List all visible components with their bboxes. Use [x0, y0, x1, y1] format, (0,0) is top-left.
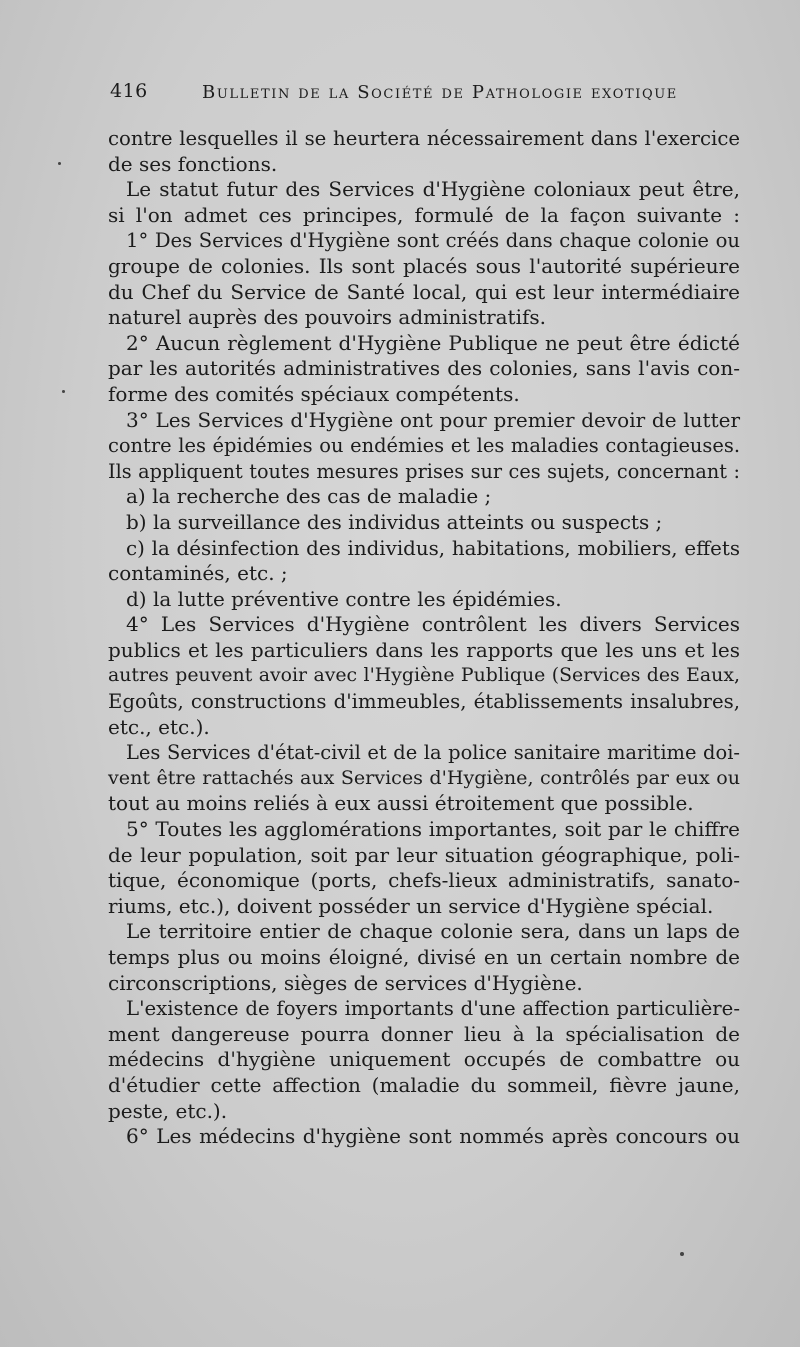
text-line: peste, etc.).: [108, 1098, 228, 1123]
text-line: tique, économique (ports, chefs-lieux administratifs, sanato-: [108, 868, 740, 893]
text-line: de leur population, soit par leur situation géographique, poli-: [108, 842, 740, 867]
text-line: naturel auprès des pouvoirs administratifs.: [108, 305, 547, 330]
text-line: Egoûts, constructions d'immeubles, établissements insalubres,: [108, 690, 740, 714]
list-item-5: 5° Toutes les agglomérations importantes, soit par le chiffre: [126, 817, 740, 842]
list-item-1: 1° Des Services d'Hygiène sont créés dans chaque colonie ou: [126, 229, 740, 253]
text-line: tout au moins reliés à eux aussi étroitement que possible.: [108, 791, 694, 816]
paragraph-start-line: Le territoire entier de chaque colonie sera, dans un laps de: [126, 919, 740, 944]
text-line: riums, etc.), doivent posséder un service d'Hygiène spécial.: [108, 893, 714, 918]
text-line: temps plus ou moins éloigné, divisé en un certain nombre de: [108, 945, 740, 969]
text-line: groupe de colonies. Ils sont placés sous l'autorité supérieure: [108, 253, 740, 278]
running-head: Bulletin de la Société de Pathologie exotique: [202, 82, 678, 103]
text-line: du Chef du Service de Santé local, qui est leur intermédiaire: [108, 279, 740, 304]
sub-item-c: c) la désinfection des individus, habitations, mobiliers, effets: [126, 536, 740, 560]
text-line: d'étudier cette affection (maladie du sommeil, fièvre jaune,: [108, 1072, 740, 1097]
paper-speck: [680, 1252, 684, 1256]
text-line: contre lesquelles il se heurtera nécessairement dans l'exercice: [108, 127, 740, 150]
text-line: médecins d'hygiène uniquement occupés de combattre ou: [108, 1047, 740, 1072]
page-header: [110, 80, 678, 110]
paragraph-start-line: Le statut futur des Services d'Hygiène coloniaux peut être,: [126, 177, 740, 202]
text-line: de ses fonctions.: [108, 151, 278, 176]
text-line: circonscriptions, sièges de services d'Hygiène.: [108, 970, 583, 995]
paper-speck: [62, 390, 65, 393]
text-line: forme des comités spéciaux compétents.: [108, 381, 520, 406]
text-line: autres peuvent avoir avec l'Hygiène Publique (Services des Eaux,: [108, 664, 740, 687]
text-line: Ils appliquent toutes mesures prises sur ces sujets, concernant :: [108, 459, 740, 483]
paragraph-start-line: Les Services d'état-civil et de la police sanitaire maritime doi-: [126, 741, 740, 765]
list-item-4: 4° Les Services d'Hygiène contrôlent les divers Services: [126, 612, 740, 637]
text-line: vent être rattachés aux Services d'Hygiène, contrôlés par eux ou: [108, 766, 740, 789]
paragraph-start-line: L'existence de foyers importants d'une affection particulière-: [126, 997, 740, 1021]
paper-speck: [58, 162, 61, 165]
body-text: [108, 126, 740, 1150]
text-line: par les autorités administratives des colonies, sans l'avis con-: [108, 356, 740, 381]
text-line: contre les épidémies ou endémies et les maladies contagieuses.: [108, 434, 740, 458]
page-number: 416: [110, 80, 148, 102]
text-line: ment dangereuse pourra donner lieu à la spécialisation de: [108, 1021, 740, 1046]
text-line: publics et les particuliers dans les rapports que les uns et les: [108, 637, 740, 662]
text-line: contaminés, etc. ;: [108, 561, 288, 586]
text-line: etc., etc.).: [108, 714, 210, 739]
list-item-2: 2° Aucun règlement d'Hygiène Publique ne peut être édicté: [126, 330, 740, 355]
sub-item-d: d) la lutte préventive contre les épidémies.: [126, 586, 562, 611]
sub-item-b: b) la surveillance des individus atteints ou suspects ;: [126, 509, 663, 534]
list-item-3: 3° Les Services d'Hygiène ont pour premier devoir de lutter: [126, 407, 740, 432]
sub-item-a: a) la recherche des cas de maladie ;: [126, 484, 492, 509]
list-item-6: 6° Les médecins d'hygiène sont nommés après concours ou: [126, 1124, 740, 1149]
text-line: si l'on admet ces principes, formulé de la façon suivante :: [108, 202, 740, 227]
